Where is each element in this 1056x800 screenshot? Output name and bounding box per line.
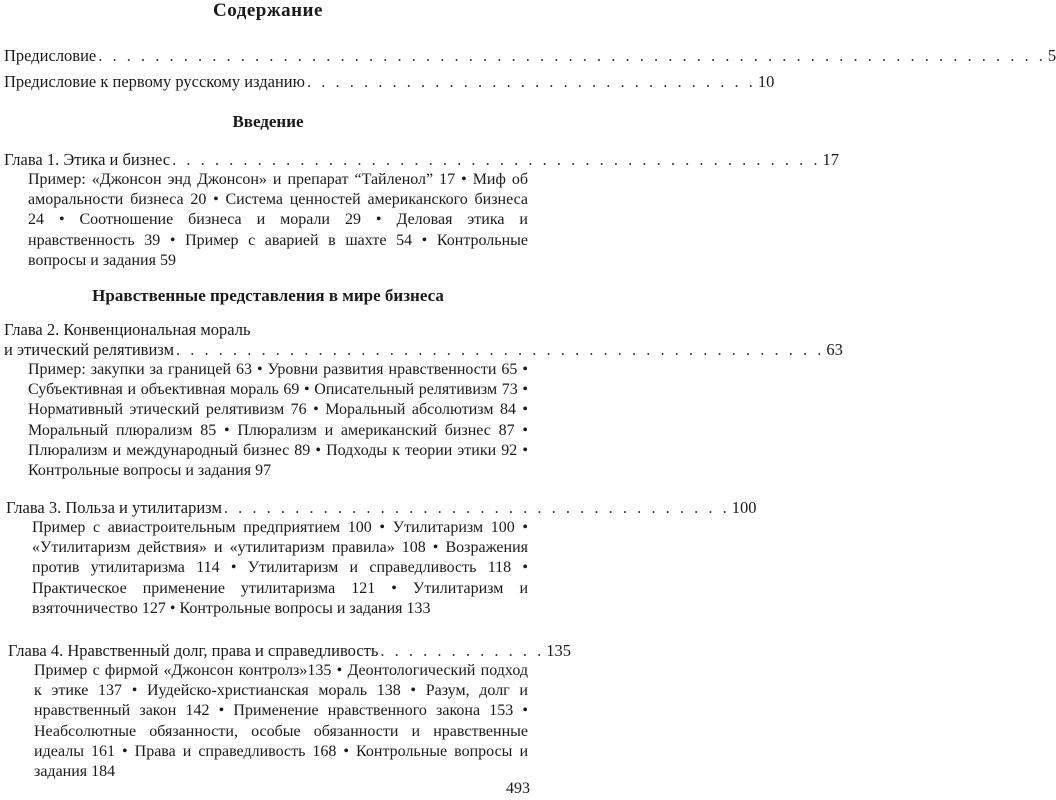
leader-dots: . . . . . . . . . . . . . . . . . . . . . . . . . . . . . . . . . . . . — [223, 498, 730, 517]
toc-entry-label: Предисловие — [4, 46, 97, 65]
toc-entry-chapter-1 — [4, 150, 839, 170]
chapter-3-subtopics: Пример с авиастроительным предприятием 100 • Утилитаризм 100 • «Утилитаризм действия» и «утилитаризм правила» 108 • Возражения против утилитаризма 114 • Утилитаризм и справедливость 118 • Практическое применение утилитаризма 121 • Утилитаризм и взяточничество 127 • Контрольные вопросы и задания 133 — [32, 519, 528, 617]
chapter-2-subtopics: Пример: закупки за границей 63 • Уровни развития нравственности 65 • Субъективная и объективная мораль 69 • Описательный релятивизм 73 • Нормативный этический релятивизм 76 • Моральный абсолютизм 84 • Моральный плюрализм 85 • Плюрализм и американский бизнес 87 • Плюрализм и международный бизнес 89 • Подходы к теории этики 92 • Контрольные вопросы и задания 97 — [28, 361, 528, 480]
leader-dots: . . . . . . . . . . . . . . . . . . . . . . . . . . . . . . . . . . . . . . . . . . . . . . . . . . . . . . . . . . . . . . . . . . . — [98, 46, 1046, 65]
toc-entry-label: Глава 4. Нравственный долг, права и справедливость — [8, 641, 379, 660]
chapter-4-subtopics: Пример с фирмой «Джонсон контролз»135 • Деонтологический подход к этике 137 • Иудейско-христианская мораль 138 • Разум, долг и нравственный закон 142 • Применение нравственного закона 153 • Неабсолютные обязанности, особые обязанности и нравственные идеалы 161 • Права и справедливость 168 • Контрольные вопросы и задания 184 — [34, 662, 528, 781]
toc-entry-page: 135 — [546, 641, 572, 660]
chapter-1-subtopics: Пример: «Джонсон энд Джонсон» и препарат “Тайленол” 17 • Миф об аморальности бизнеса 20 • Система ценностей американского бизнеса 24 • Соотношение бизнеса и морали 29 • Деловая этика и нравственность 39 • Пример с аварией в шахте 54 • Контрольные вопросы и задания 59 — [28, 171, 528, 269]
toc-entry-preface-russian — [4, 72, 775, 92]
toc-entry-chapter-2 — [4, 340, 843, 360]
section-heading-moral: Нравственные представления в мире бизнеса — [92, 286, 444, 305]
toc-entry-chapter-2-line1: Глава 2. Конвенциональная мораль — [4, 320, 251, 339]
toc-entry-page: 10 — [757, 72, 775, 91]
toc-entry-label: Предисловие к первому русскому изданию — [4, 72, 305, 91]
toc-entry-page: 100 — [731, 498, 757, 517]
toc-entry-label: Глава 3. Польза и утилитаризм — [6, 498, 222, 517]
section-heading-intro: Введение — [232, 112, 304, 131]
toc-entry-label: и этический релятивизм — [4, 340, 175, 359]
toc-entry-chapter-3 — [6, 498, 757, 518]
page-title: Содержание — [213, 0, 323, 21]
toc-entry-page: 5 — [1047, 46, 1056, 65]
toc-entry-chapter-4 — [8, 641, 572, 661]
leader-dots: . . . . . . . . . . . . . . . . . . . . . . . . . . . . . . . . — [306, 72, 756, 91]
leader-dots: . . . . . . . . . . . . — [380, 641, 545, 660]
toc-entry-label: Глава 1. Этика и бизнес — [4, 150, 171, 169]
toc-entry-preface — [4, 46, 1056, 66]
toc-entry-page: 17 — [822, 150, 839, 169]
toc-entry-page: 63 — [826, 340, 843, 359]
leader-dots: . . . . . . . . . . . . . . . . . . . . . . . . . . . . . . . . . . . . . . . . . . . . . . — [172, 150, 821, 169]
page-number: 493 — [506, 780, 530, 797]
leader-dots: . . . . . . . . . . . . . . . . . . . . . . . . . . . . . . . . . . . . . . . . . . . . . . — [176, 340, 825, 359]
